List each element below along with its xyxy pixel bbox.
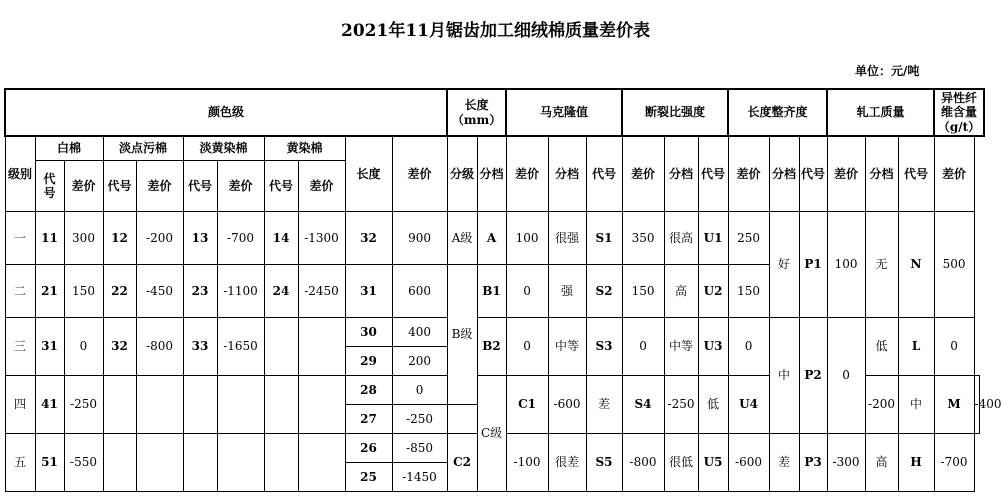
header-uni-tier: 分档 xyxy=(664,136,698,212)
str-diff: 150 xyxy=(622,265,664,318)
length-value: 31 xyxy=(345,265,392,318)
uni-tier: 低 xyxy=(698,376,728,434)
uni-diff: 150 xyxy=(728,265,769,318)
header-grade: 级别 xyxy=(5,136,35,212)
mic-diff: -600 xyxy=(548,376,586,434)
yellow-diff-empty xyxy=(298,434,345,492)
gin-diff: -300 xyxy=(827,434,865,492)
uni-diff: 250 xyxy=(728,212,769,265)
spotted-code: 12 xyxy=(103,212,136,265)
header-white-diff: 差价 xyxy=(64,161,103,212)
header-white: 白棉 xyxy=(35,136,103,161)
yellow-code: 14 xyxy=(264,212,298,265)
header-white-code-text: 代号 xyxy=(43,171,56,200)
for-code: H xyxy=(898,434,934,492)
mic-tier: C2 xyxy=(447,434,477,492)
str-tier: 强 xyxy=(548,265,586,318)
yellow-code-empty xyxy=(264,376,298,434)
header-uniformity: 长度整齐度 xyxy=(728,89,827,136)
spotted-code-empty xyxy=(103,434,136,492)
header-spotted-code: 代号 xyxy=(103,161,136,212)
header-lyellow-diff: 差价 xyxy=(217,161,264,212)
yellow-code-empty xyxy=(264,318,298,376)
str-code: S5 xyxy=(586,434,622,492)
lyellow-code: 33 xyxy=(183,318,217,376)
header-mic-tier: 分档 xyxy=(477,136,506,212)
gin-code: P1 xyxy=(799,212,827,318)
mic-tier: B2 xyxy=(477,318,506,376)
length-diff: 900 xyxy=(392,212,447,265)
uni-code: U4 xyxy=(728,376,769,434)
header-for-diff: 差价 xyxy=(934,136,974,212)
white-code: 31 xyxy=(35,318,64,376)
for-tier: 低 xyxy=(865,318,898,376)
for-diff: -400 xyxy=(974,376,979,434)
white-diff: 0 xyxy=(64,318,103,376)
for-code: N xyxy=(898,212,934,318)
for-tier: 中 xyxy=(898,376,934,434)
uni-tier: 高 xyxy=(664,265,698,318)
header-str-tier: 分档 xyxy=(548,136,586,212)
uni-diff: -600 xyxy=(728,434,769,492)
header-lyellow-code: 代号 xyxy=(183,161,217,212)
mic-diff: 0 xyxy=(506,318,548,376)
gin-code: P2 xyxy=(799,318,827,434)
str-code: S2 xyxy=(586,265,622,318)
yellow-diff-empty xyxy=(298,376,345,434)
uni-tier: 很低 xyxy=(664,434,698,492)
str-diff: -800 xyxy=(622,434,664,492)
gin-diff: 100 xyxy=(827,212,865,318)
page-title: 2021年11月锯齿加工细绒棉质量差价表 xyxy=(341,21,650,41)
mic-tier: B1 xyxy=(477,265,506,318)
lyellow-diff: -700 xyxy=(217,212,264,265)
unit-label: 单位：元/吨 xyxy=(855,64,920,78)
header-length-diff: 差价 xyxy=(392,136,447,212)
length-diff: 400 xyxy=(392,318,447,347)
lyellow-diff: -1100 xyxy=(217,265,264,318)
header-for-code: 代号 xyxy=(898,136,934,212)
header-gin-code: 代号 xyxy=(799,136,827,212)
header-yellow-code: 代号 xyxy=(264,161,298,212)
mic-diff: 0 xyxy=(506,265,548,318)
mic-diff: -100 xyxy=(506,434,548,492)
length-diff: -850 xyxy=(392,434,447,463)
length-diff: -250 xyxy=(392,405,447,434)
yellow-code-empty xyxy=(264,434,298,492)
header-foreign-fiber-line1: 异性纤维含量 xyxy=(941,90,978,120)
white-diff: -550 xyxy=(64,434,103,492)
str-diff: 350 xyxy=(622,212,664,265)
header-mic-diff: 差价 xyxy=(506,136,548,212)
header-strength: 断裂比强度 xyxy=(622,89,728,136)
spotted-diff: -450 xyxy=(136,265,183,318)
grade-label: 三 xyxy=(5,318,35,376)
yellow-code: 24 xyxy=(264,265,298,318)
header-color-grade: 颜色级 xyxy=(5,89,447,136)
str-code: S3 xyxy=(586,318,622,376)
for-tier: 高 xyxy=(865,434,898,492)
for-diff: 500 xyxy=(934,212,974,318)
mic-tier: A xyxy=(477,212,506,265)
spotted-code: 32 xyxy=(103,318,136,376)
str-tier: 差 xyxy=(586,376,622,434)
length-diff: 0 xyxy=(392,376,447,405)
spotted-code-empty xyxy=(103,376,136,434)
header-foreign-fiber xyxy=(934,89,984,136)
header-ginning: 轧工质量 xyxy=(827,89,934,136)
for-diff: 0 xyxy=(934,318,974,376)
mic-level: C级 xyxy=(477,376,506,492)
grade-label: 四 xyxy=(5,376,35,434)
header-white-code xyxy=(35,161,64,212)
header-str-code: 代号 xyxy=(586,136,622,212)
length-diff: 600 xyxy=(392,265,447,318)
length-value: 25 xyxy=(345,463,392,492)
length-value: 26 xyxy=(345,434,392,463)
spotted-diff: -200 xyxy=(136,212,183,265)
mic-diff: 100 xyxy=(506,212,548,265)
gin-tier: 好 xyxy=(769,212,799,318)
uni-tier: 中等 xyxy=(664,318,698,376)
lyellow-code-empty xyxy=(183,434,217,492)
price-difference-table xyxy=(4,88,1002,492)
header-light-spotted: 淡点污棉 xyxy=(103,136,183,161)
yellow-diff-empty xyxy=(298,318,345,376)
str-code: S1 xyxy=(586,212,622,265)
gin-code: P3 xyxy=(799,434,827,492)
for-code: L xyxy=(898,318,934,376)
yellow-diff: -1300 xyxy=(298,212,345,265)
grade-label: 一 xyxy=(5,212,35,265)
header-yellow-diff: 差价 xyxy=(298,161,345,212)
grade-label: 五 xyxy=(5,434,35,492)
str-tier: 很差 xyxy=(548,434,586,492)
gin-tier: 差 xyxy=(769,434,799,492)
for-code: M xyxy=(934,376,974,434)
lyellow-code-empty xyxy=(183,376,217,434)
str-diff: -250 xyxy=(664,376,698,434)
length-value: 27 xyxy=(345,405,392,434)
gin-tier: 中 xyxy=(769,318,799,434)
header-mic-level: 分级 xyxy=(447,136,477,212)
for-tier: 无 xyxy=(865,212,898,318)
str-code: S4 xyxy=(622,376,664,434)
spotted-diff-empty xyxy=(136,434,183,492)
header-yellow: 黄染棉 xyxy=(264,136,345,161)
white-diff: 300 xyxy=(64,212,103,265)
header-light-yellow: 淡黄染棉 xyxy=(183,136,264,161)
white-diff: -250 xyxy=(64,376,103,434)
header-foreign-fiber-line2: （g/t） xyxy=(937,119,981,134)
str-tier: 很强 xyxy=(548,212,586,265)
lyellow-code: 23 xyxy=(183,265,217,318)
spotted-code: 22 xyxy=(103,265,136,318)
white-code: 51 xyxy=(35,434,64,492)
header-for-tier: 分档 xyxy=(865,136,898,212)
uni-code: U2 xyxy=(698,265,728,318)
white-diff: 150 xyxy=(64,265,103,318)
length-diff: 200 xyxy=(392,347,447,376)
lyellow-diff-empty xyxy=(217,376,264,434)
uni-diff: -200 xyxy=(865,376,898,434)
spotted-diff: -800 xyxy=(136,318,183,376)
str-tier: 中等 xyxy=(548,318,586,376)
length-value: 29 xyxy=(345,347,392,376)
length-value: 30 xyxy=(345,318,392,347)
header-spotted-diff: 差价 xyxy=(136,161,183,212)
length-diff: -1450 xyxy=(392,463,447,492)
spotted-diff-empty xyxy=(136,376,183,434)
header-gin-diff: 差价 xyxy=(827,136,865,212)
yellow-diff: -2450 xyxy=(298,265,345,318)
for-diff: -700 xyxy=(934,434,974,492)
white-code: 41 xyxy=(35,376,64,434)
mic-level: A级 xyxy=(447,212,477,265)
mic-level: B级 xyxy=(447,265,477,405)
lyellow-diff-empty xyxy=(217,434,264,492)
uni-tier: 很高 xyxy=(664,212,698,265)
uni-code: U1 xyxy=(698,212,728,265)
uni-code: U3 xyxy=(698,318,728,376)
grade-label: 二 xyxy=(5,265,35,318)
length-value: 32 xyxy=(345,212,392,265)
header-micronaire: 马克隆值 xyxy=(506,89,622,136)
uni-diff: 0 xyxy=(728,318,769,376)
header-str-diff: 差价 xyxy=(622,136,664,212)
header-uni-code: 代号 xyxy=(698,136,728,212)
mic-tier: C1 xyxy=(506,376,548,434)
header-length: 长度（mm） xyxy=(447,89,506,136)
length-value: 28 xyxy=(345,376,392,405)
lyellow-diff: -1650 xyxy=(217,318,264,376)
header-length-value: 长度 xyxy=(345,136,392,212)
white-code: 21 xyxy=(35,265,64,318)
header-gin-tier: 分档 xyxy=(769,136,799,212)
gin-diff: 0 xyxy=(827,318,865,434)
str-diff: 0 xyxy=(622,318,664,376)
header-uni-diff: 差价 xyxy=(728,136,769,212)
white-code: 11 xyxy=(35,212,64,265)
uni-code: U5 xyxy=(698,434,728,492)
lyellow-code: 13 xyxy=(183,212,217,265)
